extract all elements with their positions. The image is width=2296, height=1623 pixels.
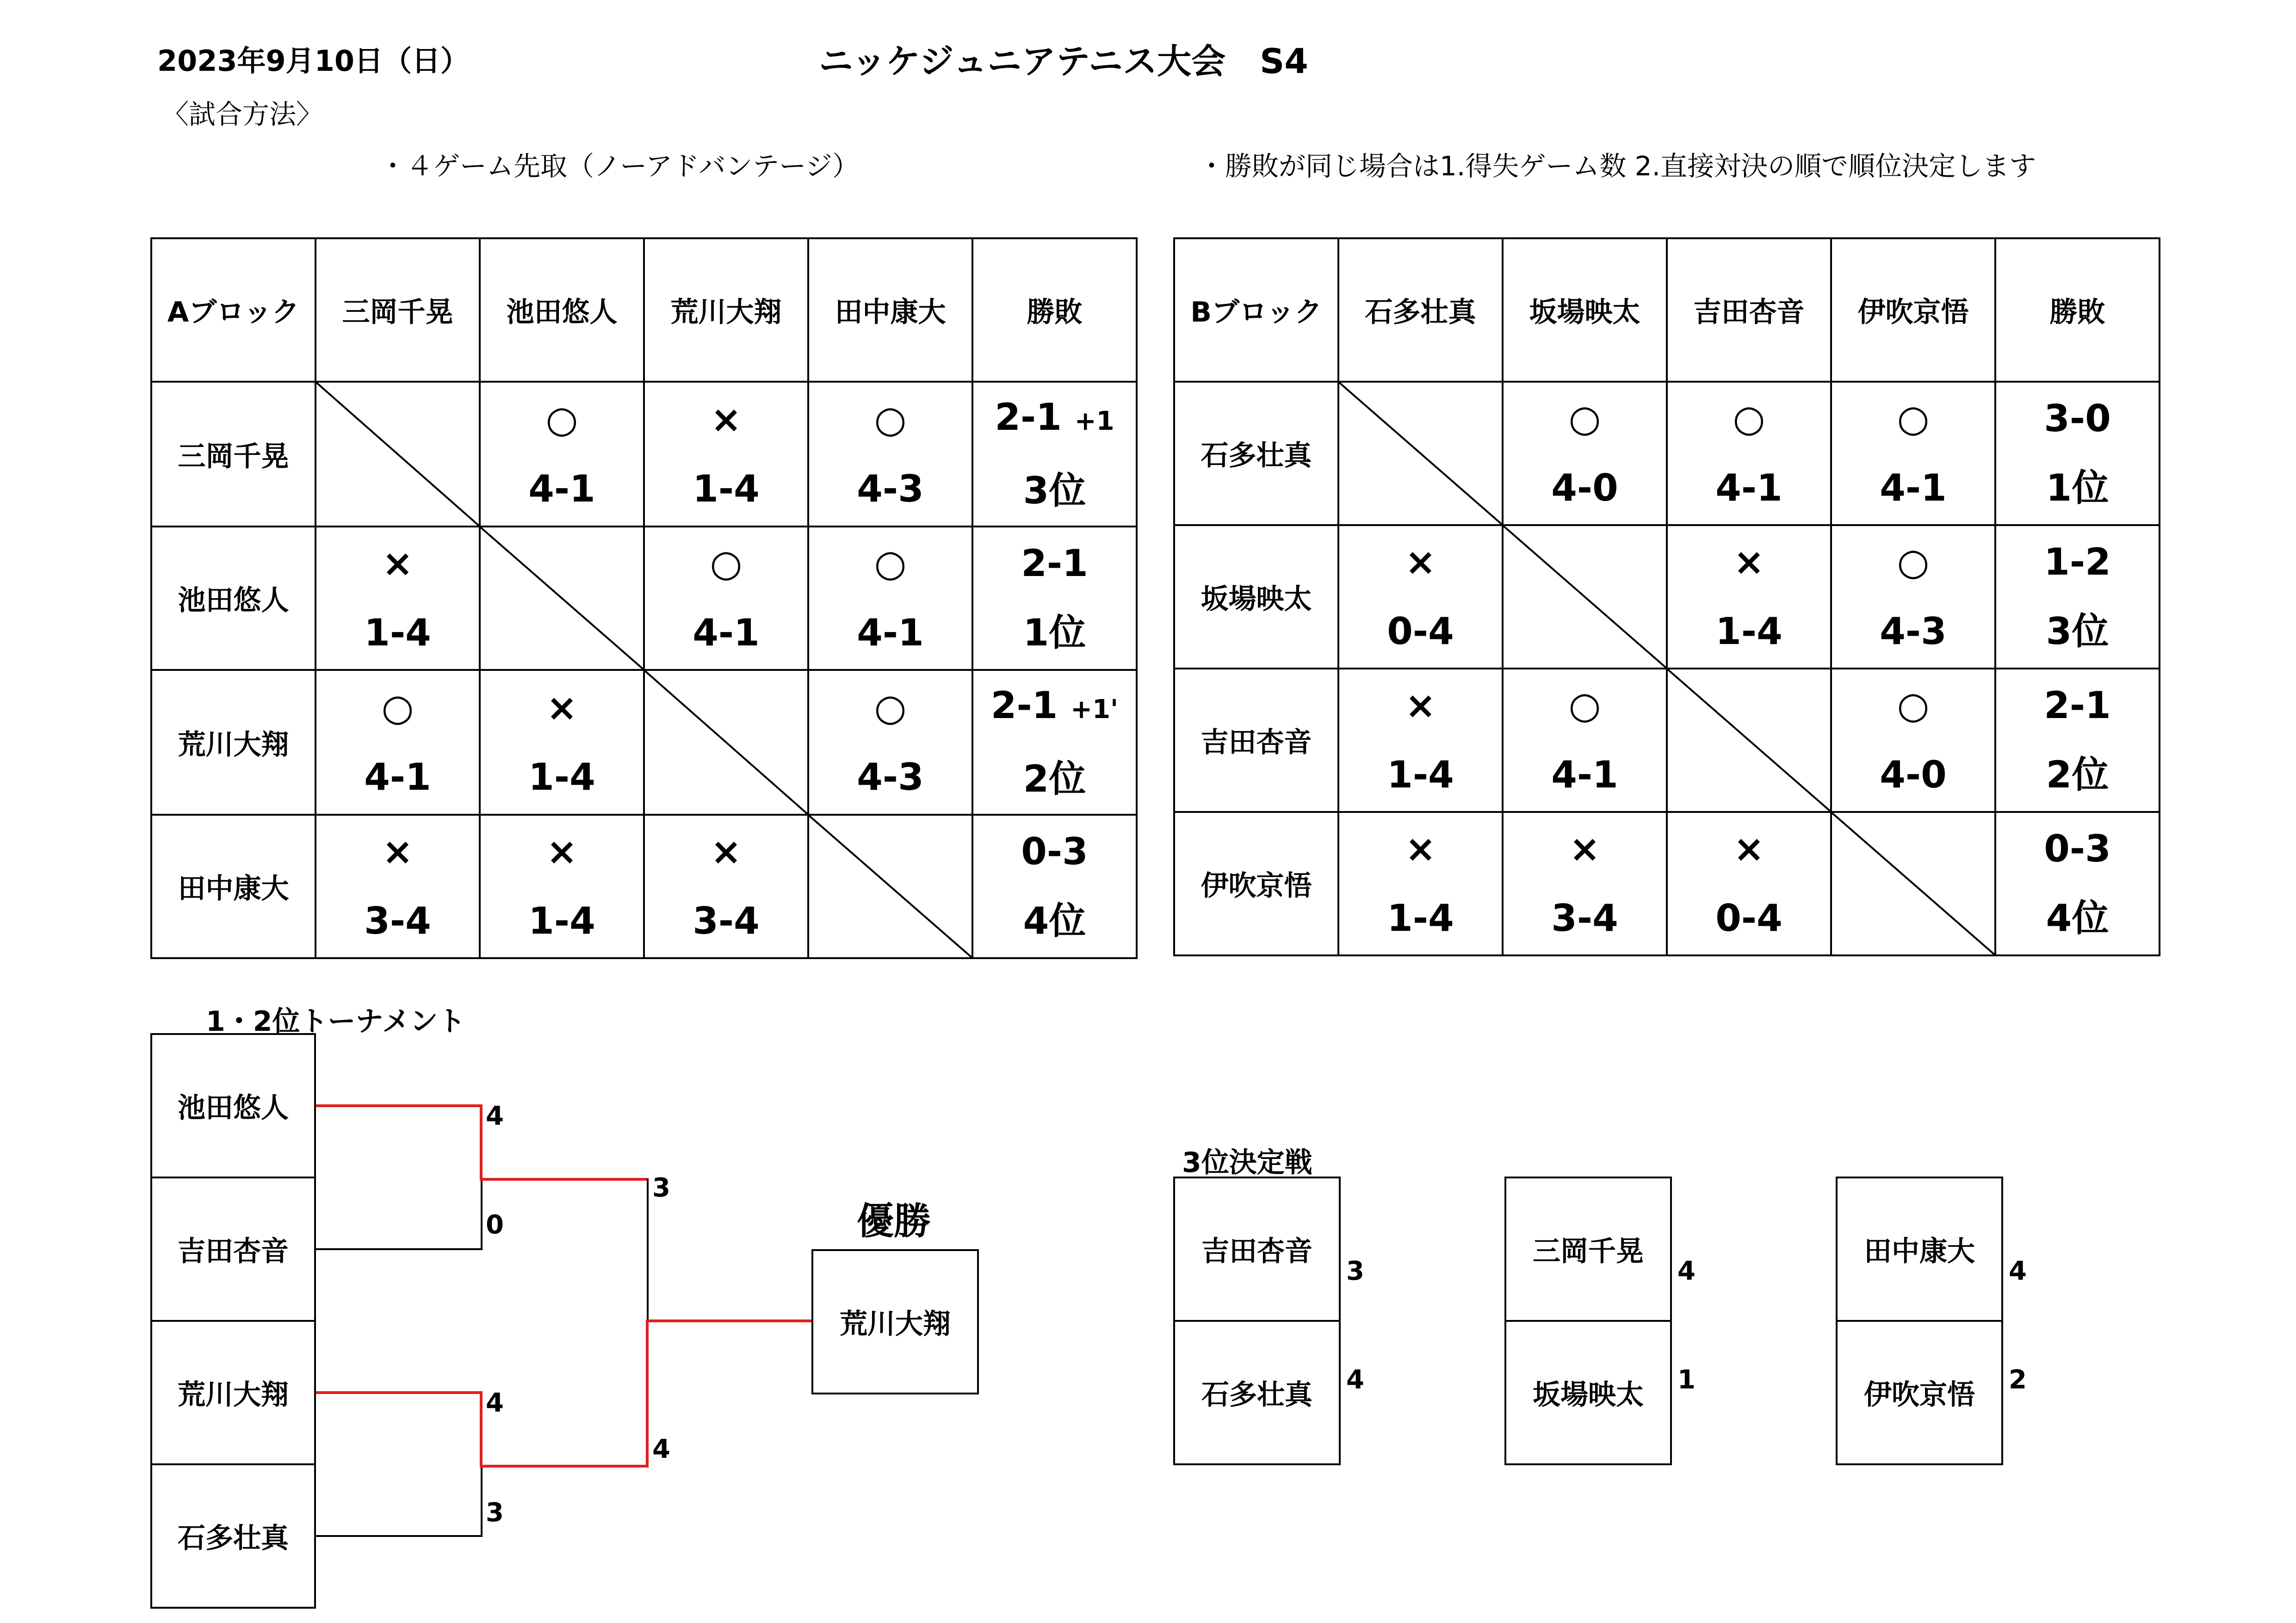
match-score: 4-3: [1880, 610, 1947, 653]
table-row: [151, 527, 1137, 670]
row-header: 荒川大翔: [151, 670, 316, 815]
col-header: 三岡千晃: [316, 238, 480, 382]
diagonal-cell: [1503, 525, 1667, 669]
match-cell: [644, 527, 808, 670]
win-loss-mark: ○: [1897, 397, 1930, 440]
col-header: 田中康大: [808, 238, 972, 382]
rule-format: ・４ゲーム先取（ノーアドバンテージ）: [379, 150, 860, 182]
table-row: [1174, 812, 2160, 955]
win-loss-mark: ×: [1733, 540, 1765, 583]
placement-score: 4: [1346, 1365, 1364, 1395]
bracket-line: [481, 1180, 483, 1250]
placement-player: 坂場映太: [1504, 1320, 1672, 1465]
bracket-entrant: 池田悠人: [150, 1033, 316, 1178]
winner-line: [480, 1391, 483, 1468]
table-row: [151, 815, 1137, 958]
match-cell: [1503, 382, 1667, 525]
match-cell: [808, 382, 972, 527]
record: 3-0: [2044, 397, 2111, 440]
win-loss-mark: ×: [710, 397, 742, 441]
placement-score: 2: [2009, 1365, 2027, 1395]
placement-label: 3位決定戦: [1182, 1146, 1312, 1179]
bracket-line: [316, 1535, 482, 1537]
win-loss-mark: ○: [1568, 684, 1601, 727]
record: 1-2: [2044, 540, 2111, 583]
match-cell: [316, 815, 480, 958]
row-header: 三岡千晃: [151, 382, 316, 527]
win-loss-mark: ×: [1405, 827, 1436, 870]
diagonal-cell: [808, 815, 972, 958]
col-header: 荒川大翔: [644, 238, 808, 382]
match-score: 3-4: [693, 899, 760, 942]
win-loss-mark: ○: [381, 686, 414, 729]
diagonal-cell: [316, 382, 480, 527]
win-loss-mark: ○: [1733, 397, 1765, 440]
semi-score: 0: [486, 1210, 504, 1240]
row-header: 伊吹京悟: [1174, 812, 1338, 955]
semi-score: 3: [486, 1498, 504, 1528]
match-cell: [316, 670, 480, 815]
result-cell: [972, 527, 1137, 670]
win-loss-mark: ○: [1897, 540, 1930, 583]
match-score: 4-0: [1551, 466, 1618, 509]
win-loss-mark: ×: [710, 830, 742, 873]
win-loss-mark: ×: [546, 686, 578, 729]
win-loss-mark: ×: [1733, 827, 1765, 870]
champion-label: 優勝: [857, 1200, 931, 1243]
placement-score: 1: [1677, 1365, 1696, 1395]
rank: 3位: [2046, 610, 2109, 653]
result-cell: [1995, 812, 2160, 955]
semi-score: 4: [486, 1101, 504, 1131]
rank: 1位: [2046, 466, 2109, 509]
rule-tiebreak: ・勝敗が同じ場合は1.得失ゲーム数 2.直接対決の順で順位決定します: [1198, 150, 2036, 182]
rank: 2位: [2046, 753, 2109, 796]
placement-player: 三岡千晃: [1504, 1177, 1672, 1322]
match-cell: [1831, 669, 1995, 812]
match-score: 3-4: [364, 899, 431, 942]
match-score: 1-4: [1387, 753, 1454, 796]
placement-player: 石多壮真: [1173, 1320, 1341, 1465]
record: 0-3: [1021, 830, 1088, 873]
match-cell: [480, 815, 644, 958]
col-header: 石多壮真: [1338, 238, 1503, 382]
match-score: 1-4: [364, 611, 431, 654]
bracket-line: [481, 1467, 483, 1537]
diagonal-cell: [480, 527, 644, 670]
method-label: 〈試合方法〉: [162, 99, 323, 130]
table-row: [151, 670, 1137, 815]
col-header: 坂場映太: [1503, 238, 1667, 382]
winner-line: [316, 1391, 482, 1394]
win-loss-mark: ×: [1405, 540, 1436, 583]
block-a-name: Aブロック: [151, 238, 316, 382]
final-score: 4: [652, 1434, 670, 1464]
match-score: 4-1: [1715, 466, 1782, 509]
rank: 1位: [1023, 611, 1086, 654]
match-cell: [1831, 382, 1995, 525]
match-score: 1-4: [1387, 897, 1454, 940]
result-cell: [1995, 382, 2160, 525]
semi-score: 4: [486, 1388, 504, 1418]
win-loss-mark: ×: [1569, 827, 1601, 870]
match-cell: [644, 382, 808, 527]
win-loss-mark: ○: [1568, 397, 1601, 440]
tournament-label: 1・2位トーナメント: [206, 1005, 466, 1038]
match-score: 1-4: [693, 467, 760, 510]
match-score: 4-1: [857, 611, 924, 654]
result-cell: [1995, 525, 2160, 669]
rank: 3位: [1023, 469, 1086, 512]
win-loss-mark: ○: [874, 686, 907, 729]
winner-line: [480, 1104, 483, 1181]
champion-box: 荒川大翔: [811, 1249, 979, 1394]
win-loss-mark: ×: [1405, 684, 1436, 727]
diagonal-cell: [644, 670, 808, 815]
bracket-entrant: 吉田杏音: [150, 1177, 316, 1322]
match-cell: [1338, 812, 1503, 955]
event-date: 2023年9月10日（日）: [157, 44, 469, 78]
win-loss-mark: ○: [874, 542, 907, 585]
match-score: 3-4: [1551, 897, 1618, 940]
match-cell: [808, 527, 972, 670]
placement-player: 伊吹京悟: [1836, 1320, 2003, 1465]
win-loss-mark: ○: [710, 542, 743, 585]
row-header: 吉田杏音: [1174, 669, 1338, 812]
match-score: 4-1: [1880, 466, 1947, 509]
match-score: 0-4: [1715, 897, 1782, 940]
table-row: [1174, 525, 2160, 669]
placement-score: 3: [1346, 1256, 1364, 1286]
win-loss-mark: ×: [546, 830, 578, 873]
match-cell: [480, 382, 644, 527]
match-cell: [316, 527, 480, 670]
win-loss-mark: ○: [1897, 684, 1930, 727]
result-header: 勝敗: [1995, 238, 2160, 382]
record: 2-1: [1021, 542, 1088, 585]
block-b-name: Bブロック: [1174, 238, 1338, 382]
match-cell: [1667, 382, 1831, 525]
table-row: [1174, 669, 2160, 812]
rank: 4位: [2046, 897, 2109, 940]
diagonal-cell: [1831, 812, 1995, 955]
match-score: 1-4: [528, 755, 595, 799]
result-cell: [1995, 669, 2160, 812]
match-score: 0-4: [1387, 610, 1454, 653]
bracket-line: [316, 1248, 482, 1250]
winner-line: [646, 1319, 649, 1467]
match-score: 4-3: [857, 755, 924, 799]
bracket-entrant: 石多壮真: [150, 1463, 316, 1609]
match-cell: [1831, 525, 1995, 669]
col-header: 伊吹京悟: [1831, 238, 1995, 382]
row-header: 石多壮真: [1174, 382, 1338, 525]
match-score: 4-1: [693, 611, 760, 654]
win-loss-mark: ×: [382, 830, 414, 873]
diagonal-cell: [1667, 669, 1831, 812]
row-header: 坂場映太: [1174, 525, 1338, 669]
match-score: 1-4: [1715, 610, 1782, 653]
page-title: ニッケジュニアテニス大会 S4: [819, 42, 1308, 81]
record: 2-1: [990, 684, 1058, 727]
result-cell: [972, 670, 1137, 815]
match-cell: [1503, 669, 1667, 812]
result-cell: [972, 382, 1137, 527]
result-cell: [972, 815, 1137, 958]
match-cell: [644, 815, 808, 958]
winner-line: [316, 1104, 482, 1107]
tiebreak-extra: +1': [1071, 694, 1119, 725]
bracket-entrant: 荒川大翔: [150, 1320, 316, 1465]
record: 2-1: [995, 396, 1062, 439]
record: 0-3: [2044, 827, 2111, 870]
winner-line: [646, 1319, 813, 1322]
win-loss-mark: ○: [874, 397, 907, 441]
tiebreak-extra: +1: [1074, 406, 1114, 436]
bracket-line: [647, 1179, 649, 1322]
placement-score: 4: [1677, 1256, 1696, 1286]
match-score: 4-1: [528, 467, 595, 510]
block-a-table: [150, 237, 1138, 959]
record: 2-1: [2044, 684, 2111, 727]
result-header: 勝敗: [972, 238, 1137, 382]
match-cell: [1667, 525, 1831, 669]
row-header: 池田悠人: [151, 527, 316, 670]
match-score: 4-1: [364, 755, 431, 799]
row-header: 田中康大: [151, 815, 316, 958]
match-score: 4-1: [1551, 753, 1618, 796]
table-row: [151, 382, 1137, 527]
placement-score: 4: [2009, 1256, 2027, 1286]
winner-line: [480, 1178, 649, 1181]
rank: 2位: [1023, 757, 1086, 800]
match-cell: [1338, 525, 1503, 669]
final-score: 3: [652, 1173, 670, 1203]
col-header: 池田悠人: [480, 238, 644, 382]
winner-line: [480, 1465, 649, 1468]
col-header: 吉田杏音: [1667, 238, 1831, 382]
win-loss-mark: ○: [545, 397, 578, 441]
match-cell: [1503, 812, 1667, 955]
placement-player: 田中康大: [1836, 1177, 2003, 1322]
match-score: 4-0: [1880, 753, 1947, 796]
placement-player: 吉田杏音: [1173, 1177, 1341, 1322]
win-loss-mark: ×: [382, 542, 414, 585]
diagonal-cell: [1338, 382, 1503, 525]
table-row: [1174, 382, 2160, 525]
block-b-table: [1173, 237, 2160, 956]
match-score: 1-4: [528, 899, 595, 942]
match-score: 4-3: [857, 467, 924, 510]
match-cell: [480, 670, 644, 815]
match-cell: [1667, 812, 1831, 955]
match-cell: [1338, 669, 1503, 812]
match-cell: [808, 670, 972, 815]
rank: 4位: [1023, 899, 1086, 942]
